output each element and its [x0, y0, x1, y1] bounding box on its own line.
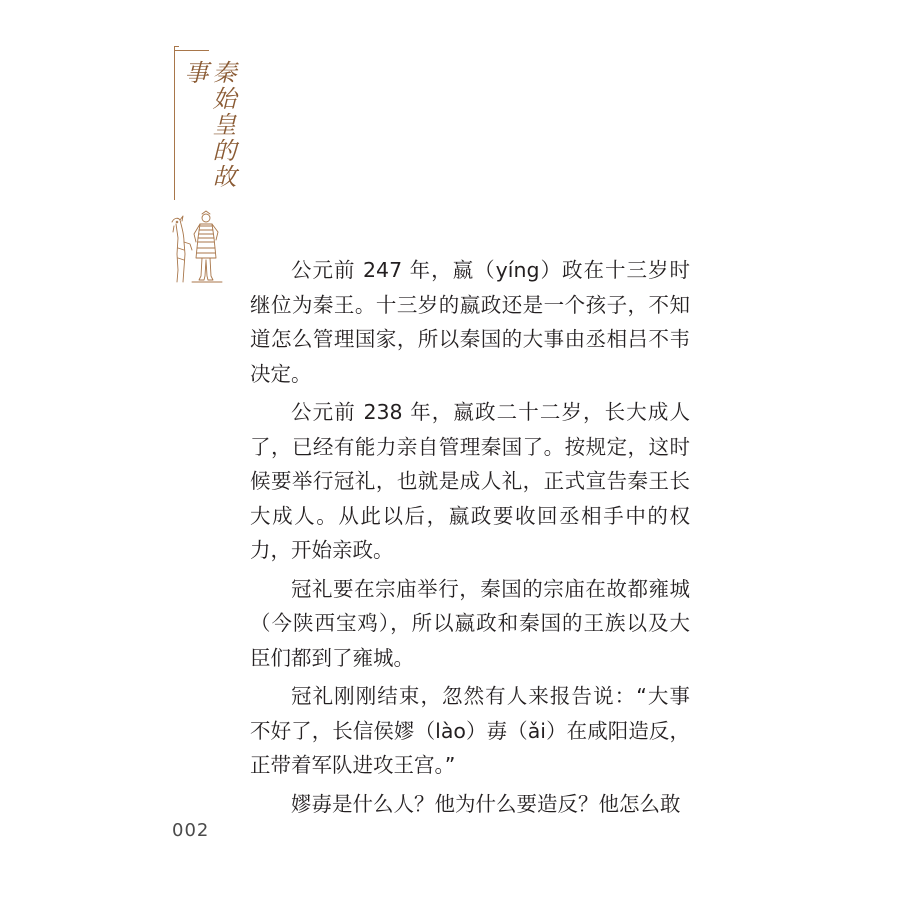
paragraph-3: 冠礼要在宗庙举行，秦国的宗庙在故都雍城（今陕西宝鸡），所以嬴政和秦国的王族以及大臣们都到了雍城。: [250, 576, 690, 670]
paragraph-1: 公元前 247 年，嬴（yíng）政在十三岁时继位为秦王。十三岁的嬴政还是一个孩子，不知道怎么管理国家，所以秦国的大事由丞相吕不韦决定。: [250, 258, 690, 386]
horse-warrior-icon: [166, 208, 228, 286]
paragraph-4: 冠礼刚刚结束，忽然有人来报告说：“大事不好了，长信侯嫪（lào）毐（ǎi）在咸阳造反，正带着军队进攻王宫。”: [250, 684, 690, 777]
paragraph-5: 嫪毐是什么人？他为什么要造反？他怎么敢: [291, 791, 681, 816]
book-title: 秦始皇的故事: [180, 60, 236, 190]
paragraph-2: 公元前 238 年，嬴政二十二岁，长大成人了，已经有能力亲自管理秦国了。按规定，这时候要举行冠礼，也就是成人礼，正式宣告秦王长大成人。从此以后，嬴政要收回丞相手中的权力，开始亲政。: [250, 400, 690, 562]
page-number: 002: [172, 820, 210, 841]
title-frame: [172, 50, 236, 200]
title-bracket-side: [174, 50, 175, 200]
body-text: [250, 253, 690, 825]
